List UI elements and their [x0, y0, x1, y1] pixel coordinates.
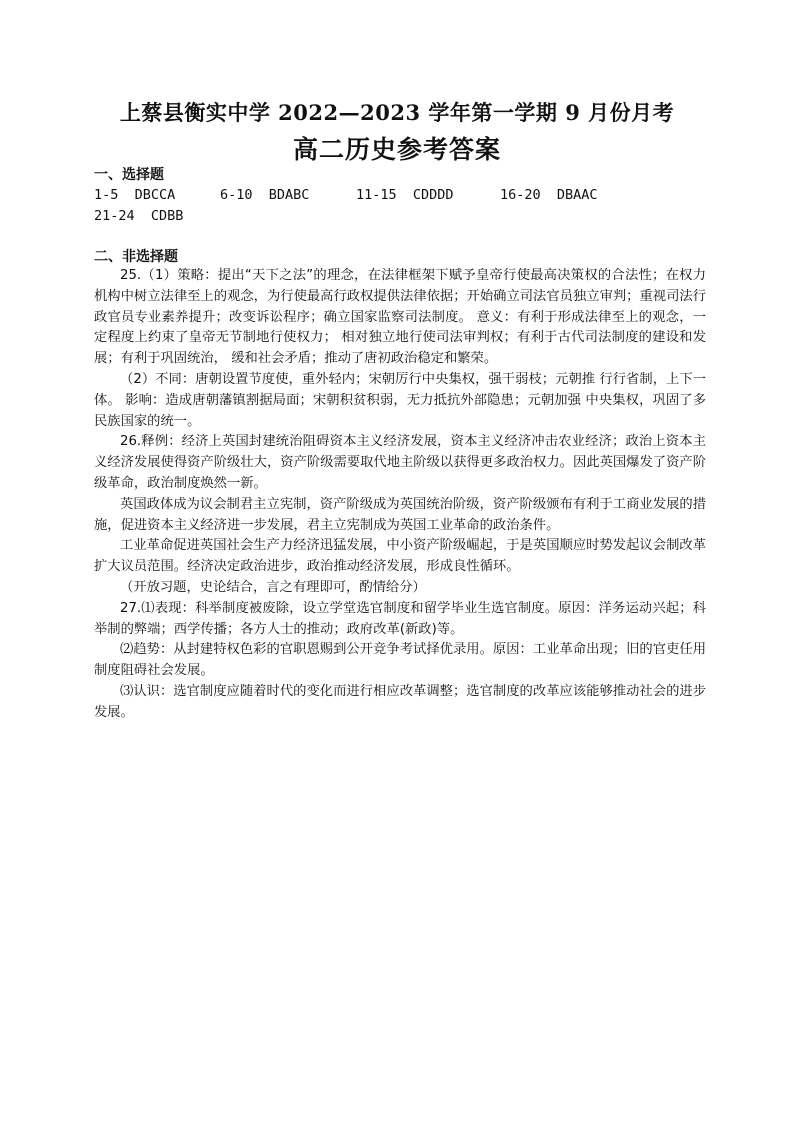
answer-range: 11-15 [356, 187, 397, 203]
answer-body [94, 266, 706, 724]
answer-group [220, 187, 309, 203]
answer-paragraph-26-3: 工业革命促进英国社会生产力经济迅猛发展，中小资产阶级崛起，于是英国顺应时势发起议会制改革扩大议员范围。经济决定政治进步，政治推动经济发展，形成良性循环。 [94, 538, 706, 575]
answer-paragraph-26-1: 26.释例：经济上英国封建统治阻碍资本主义经济发展，资本主义经济冲击农业经济；政治上资本主义经济发展使得资产阶级壮大，资产阶级需要取代地主阶级以获得更多政治权力。因此英国爆发了资产阶级革命，政治制度焕然一新。 [94, 434, 706, 491]
answer-paragraph-27-3: ⑶认识：选官制度应随着时代的变化而进行相应改革调整；选官制度的改革应该能够推动社会的进步发展。 [94, 683, 706, 720]
answer-range: 16-20 [500, 187, 541, 203]
answer-letters: CDDDD [412, 187, 454, 203]
answer-paragraph-27-2: ⑵趋势：从封建特权色彩的官职恩赐到公开竞争考试择优录用。原因：工业革命出现；旧的官吏任用制度阻碍社会发展。 [94, 642, 706, 679]
document-title: 上蔡县衡实中学 2022—2023 学年第一学期 9 月份月考 [119, 100, 675, 125]
section-heading-nonchoice: 二、非选择题 [94, 249, 178, 265]
answer-group [356, 187, 454, 203]
answer-range: 1-5 [94, 187, 119, 203]
document-subtitle: 高二历史参考答案 [292, 135, 501, 164]
answer-letters: CDBB [150, 208, 184, 224]
answer-letters: DBAAC [556, 187, 598, 203]
answer-letters: DBCCA [134, 187, 176, 203]
answer-paragraph-27-1: 27.⑴表现：科举制度被废除，设立学堂选官制度和留学毕业生选官制度。原因：洋务运动兴起；科举制的弊端；西学传播；各方人士的推动；政府改革(新政)等。 [94, 600, 706, 637]
answer-group [94, 187, 175, 203]
answer-group [94, 208, 183, 224]
answer-group [500, 187, 598, 203]
answer-range: 21-24 [94, 208, 135, 224]
answer-range: 6-10 [220, 187, 253, 203]
answer-letters: BDABC [268, 187, 310, 203]
answer-paragraph-25-2: （2）不同：唐朝设置节度使，重外轻内；宋朝厉行中央集权，强干弱枝；元朝推 行行省制，上下一体。 影响：造成唐朝藩镇割据局面；宋朝积贫积弱，无力抵抗外部隐患；元朝加强 中央集权，巩固了多民族国家的统一。 [94, 371, 706, 429]
answer-paragraph-25-1: 25.（1）策略：提出“天下之法”的理念，在法律框架下赋予皇帝行使最高决策权的合法性；在权力机构中树立法律至上的观念，为行使最高行政权提供法律依据；开始确立司法官员独立审判；重视司法行政官员专业素养提升；改变诉讼程序；确立国家监察司法制度。 意义：有利于形成法律至上的观念，一定程度上约束了皇帝无节制地行使权力； 相对独立地行使司法审判权；有利于古代司法制度的建设和发展；有利于巩固统治， 缓和社会矛盾；推动了唐初政治稳定和繁荣。 [94, 268, 706, 367]
answer-paragraph-26-2: 英国政体成为议会制君主立宪制，资产阶级成为英国统治阶级，资产阶级颁布有利于工商业发展的措施，促进资本主义经济进一步发展，君主立宪制成为英国工业革命的政治条件。 [94, 496, 706, 533]
answer-paragraph-26-note: （开放习题，史论结合，言之有理即可，酌情给分） [120, 579, 426, 595]
section-heading-choice: 一、选择题 [94, 167, 164, 183]
